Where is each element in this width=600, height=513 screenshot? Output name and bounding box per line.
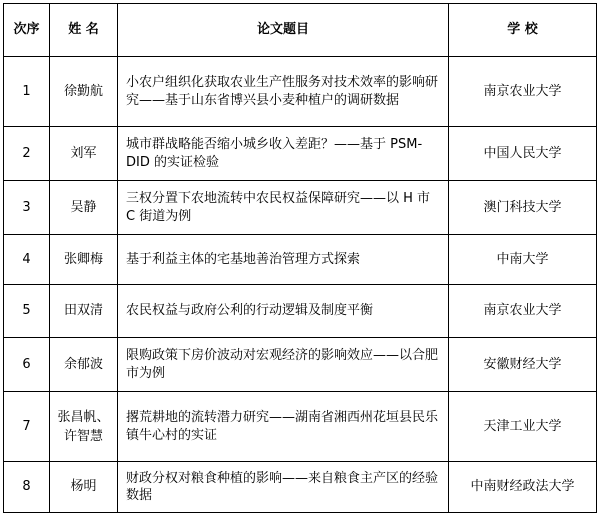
- header-title: 论文题目: [118, 4, 449, 57]
- row-title: 基于利益主体的宅基地善治管理方式探索: [118, 235, 449, 285]
- row-name: 吴静: [50, 181, 118, 235]
- row-no: 5: [4, 285, 50, 338]
- row-no: 4: [4, 235, 50, 285]
- row-no: 1: [4, 57, 50, 127]
- row-school: 中国人民大学: [449, 127, 597, 181]
- row-name: 张卿梅: [50, 235, 118, 285]
- table-row: [4, 338, 597, 392]
- row-school: 安徽财经大学: [449, 338, 597, 392]
- table-row: [4, 181, 597, 235]
- row-title: 小农户组织化获取农业生产性服务对技术效率的影响研究——基于山东省博兴县小麦种植户的调研数据: [118, 57, 449, 127]
- table-row: [4, 127, 597, 181]
- header-school: 学 校: [449, 4, 597, 57]
- row-name: 田双清: [50, 285, 118, 338]
- row-school: 天津工业大学: [449, 392, 597, 462]
- row-name: 刘军: [50, 127, 118, 181]
- row-no: 7: [4, 392, 50, 462]
- row-no: 6: [4, 338, 50, 392]
- row-no: 3: [4, 181, 50, 235]
- row-school: 中南大学: [449, 235, 597, 285]
- row-title: 财政分权对粮食种植的影响——来自粮食主产区的经验数据: [118, 462, 449, 513]
- row-title: 三权分置下农地流转中农民权益保障研究——以 H 市 C 街道为例: [118, 181, 449, 235]
- row-title: 农民权益与政府公利的行动逻辑及制度平衡: [118, 285, 449, 338]
- awards-table: [3, 3, 597, 513]
- table-row: [4, 285, 597, 338]
- row-no: 2: [4, 127, 50, 181]
- row-title: 限购政策下房价波动对宏观经济的影响效应——以合肥市为例: [118, 338, 449, 392]
- table-row: [4, 235, 597, 285]
- row-school: 南京农业大学: [449, 285, 597, 338]
- row-name: 余郁波: [50, 338, 118, 392]
- row-title: 城市群战略能否缩小城乡收入差距？——基于 PSM-DID 的实证检验: [118, 127, 449, 181]
- header-row: [4, 4, 597, 57]
- row-title: 撂荒耕地的流转潜力研究——湖南省湘西州花垣县民乐镇牛心村的实证: [118, 392, 449, 462]
- row-school: 中南财经政法大学: [449, 462, 597, 513]
- table-row: [4, 57, 597, 127]
- row-school: 澳门科技大学: [449, 181, 597, 235]
- header-name: 姓 名: [50, 4, 118, 57]
- row-school: 南京农业大学: [449, 57, 597, 127]
- row-name: 张昌帆、许智慧: [57, 409, 110, 444]
- row-name: 杨明: [50, 462, 118, 513]
- header-no: 次序: [4, 4, 50, 57]
- table-row: [4, 392, 597, 462]
- row-name: 徐勤航: [50, 57, 118, 127]
- table-row: [4, 462, 597, 513]
- row-no: 8: [4, 462, 50, 513]
